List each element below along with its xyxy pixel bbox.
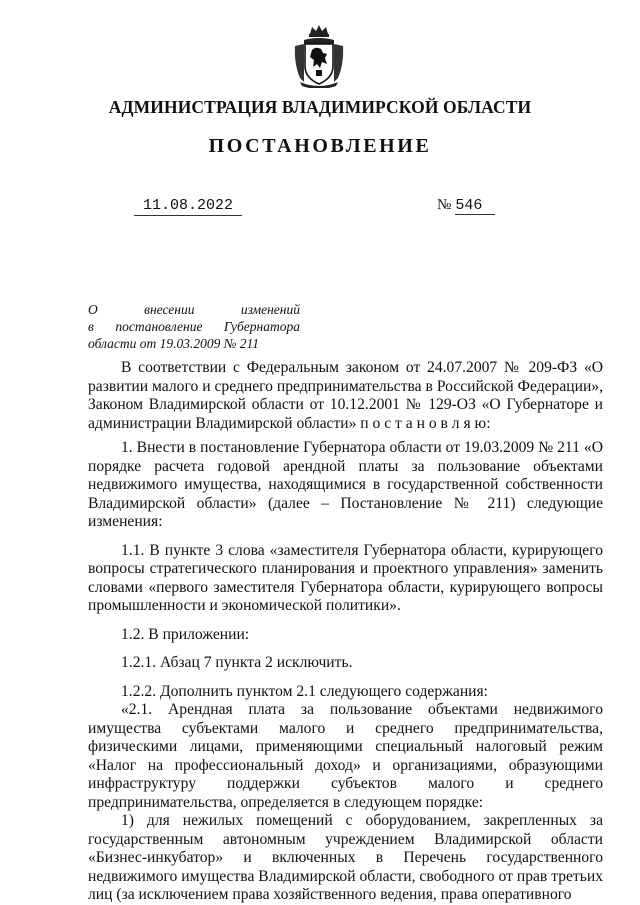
document-body <box>88 359 603 905</box>
paragraph-preamble: В соответствии с Федеральным законом от 24.07.2007 № 209-ФЗ «О развитии малого и среднего предпринимательства в Российской Федерации», Законом Владимирской области от 10.12.2001 № 129-ОЗ «О Губернаторе и администрации Владимирской области» п о с т а н о в л я ю: <box>88 359 603 432</box>
document-type-title: ПОСТАНОВЛЕНИЕ <box>208 135 432 157</box>
document-number-block <box>437 197 495 215</box>
subject-word: Губернатора <box>223 319 300 334</box>
paragraph-item-1-2: 1.2. В приложении: <box>121 625 250 643</box>
subject-word: О <box>88 302 98 317</box>
organization-title: АДМИНИСТРАЦИЯ ВЛАДИМИРСКОЙ ОБЛАСТИ <box>108 97 532 117</box>
paragraph-item-1: 1. Внести в постановление Губернатора области от 19.03.2009 № 211 «О порядке расчета годовой арендной платы за пользование объектами недвижимого имущества, находящимися в государственной собственности Владимирской области» (далее – Постановление № 211) следующие изменения: <box>88 439 603 530</box>
document-subject <box>88 301 300 352</box>
paragraph-item-1-2-2: 1.2.2. Дополнить пунктом 2.1 следующего содержания: <box>121 682 489 700</box>
paragraph-item-1-1: 1.1. В пункте 3 слова «заместителя Губернатора области, курирующего вопросы стратегического планирования и проектного управления» заменить словами «первого заместителя Губернатора области, курирующего вопросы промышленности и экономической политики». <box>88 541 603 614</box>
coat-of-arms-icon <box>292 24 346 88</box>
paragraph-item-1-2-1: 1.2.1. Абзац 7 пункта 2 исключить. <box>121 654 353 671</box>
subject-line <box>88 318 300 335</box>
subject-word: в <box>88 319 94 334</box>
paragraph-clause-2-1: «2.1. Арендная плата за пользование объектами недвижимого имущества субъектами малого и среднего предпринимательства, физическими лицами, применяющими специальный налоговый режим «Налог на профессиональный доход» и организациями, образующими инфраструктуру поддержки субъектов малого и среднего предпринимательства, определяется в следующем порядке: <box>88 701 603 811</box>
subject-word: постановление <box>115 319 203 334</box>
paragraph-subclause-1: 1) для нежилых помещений с оборудованием, закрепленных за государственным автономным учреждением Владимирской области «Бизнес-инкубатор» и включенных в Перечень государственного недвижимого имущества Владимирской области, свободного от прав третьих лиц (за исключением права хозяйственного ведения, права оперативного <box>88 812 603 903</box>
subject-word: внесении <box>144 302 195 317</box>
subject-line <box>88 301 300 318</box>
subject-line: области от 19.03.2009 № 211 <box>88 336 260 351</box>
document-number: 546 <box>455 197 495 215</box>
subject-word: изменений <box>240 302 300 317</box>
number-sign: № <box>437 197 452 213</box>
document-date: 11.08.2022 <box>134 197 242 216</box>
